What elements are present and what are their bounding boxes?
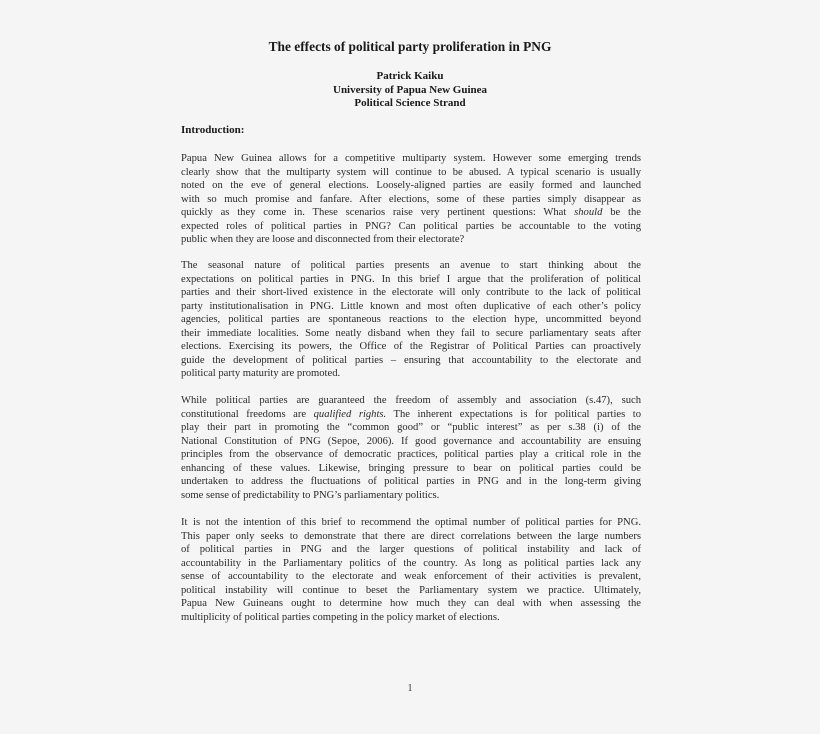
text-line: Papua New Guinea allows for a competitive multiparty system. However some emerging trends [181, 153, 641, 164]
text-line: quickly as they come in. These scenarios raise very pertinent questions: What should be the [181, 207, 641, 218]
author-affiliation: University of Papua New Guinea [333, 83, 487, 96]
text-line: play their part in promoting the “common good” or “public interest” as per s.38 (i) of the [181, 422, 641, 433]
author-department: Political Science Strand [354, 97, 466, 109]
text-line: their immediate localities. Some neatly disband when they fail to secure parliamentary seats after [181, 327, 641, 339]
paragraph-3 [181, 394, 641, 502]
emphasis-text: should [574, 207, 603, 218]
author-block [0, 70, 820, 111]
text-line: This paper only seeks to demonstrate that there are direct correlations between the large numbers [181, 530, 641, 542]
section-heading-introduction: Introduction: [181, 124, 245, 136]
page-number: 1 [407, 683, 413, 694]
text-line: with so much promise and fanfare. After elections, some of these parties simply disappear as [181, 193, 641, 205]
paragraph-4 [181, 516, 641, 624]
text-line: party institutionalisation in PNG. Little known and most often duplicative of each other’s policy [181, 300, 641, 312]
paragraph-1 [181, 152, 641, 247]
text-line: accountability in the Parliamentary politics of the country. As long as political parties lack any [181, 557, 641, 569]
text-line: parties and their short-lived existence in the electorate will only contribute to the lack of political [181, 287, 641, 298]
text-line: It is not the intention of this brief to recommend the optimal number of political parties for PNG. [181, 517, 641, 528]
text-line: undertaken to address the fluctuations of political parties in PNG and in the long-term giving [181, 476, 641, 487]
text-line: noted on the eve of general elections. Loosely-aligned parties are easily formed and launched [181, 180, 641, 191]
document-title: The effects of political party proliferation in PNG [268, 39, 552, 54]
text-line: expectations on political parties in PNG. In this brief I argue that the proliferation of political [181, 273, 641, 285]
text-line: agencies, political parties are spontaneous reactions to the election hype, uncommitted beyond [181, 314, 641, 325]
text-line: expected roles of political parties in PNG? Can political parties be accountable to the voting [181, 220, 641, 232]
text-line: of political parties in PNG and the larger questions of political instability and lack of [181, 544, 641, 555]
text-line: guide the development of political parties – ensuring that accountability to the electorate and [181, 354, 641, 366]
text-line: political instability will continue to beset the Parliamentary system we practice. Ultimately, [181, 584, 641, 596]
text-line: public when they are loose and disconnected from their electorate? [181, 234, 465, 245]
text-line: constitutional freedoms are qualified rights. The inherent expectations is for political parties to [181, 408, 642, 420]
text-line: The seasonal nature of political parties presents an avenue to start thinking about the [181, 260, 641, 271]
text-line: While political parties are guaranteed the freedom of assembly and association (s.47), such [181, 395, 641, 406]
text-line: enhancing of these values. Likewise, bringing pressure to bear on political parties could be [181, 462, 641, 474]
text-line: principles from the observance of democratic practices, political parties play a critical role in the [181, 449, 641, 460]
text-line: Papua New Guineans ought to determine how much they can deal with when assessing the [181, 598, 641, 609]
text-line: political party maturity are promoted. [181, 368, 341, 379]
text-line: multiplicity of political parties competing in the policy market of elections. [181, 611, 500, 623]
author-name: Patrick Kaiku [376, 70, 444, 82]
text-line: elections. Exercising its powers, the Office of the Registrar of Political Parties can proactively [181, 341, 641, 352]
text-line: sense of accountability to the electorate and weak enforcement of their activities is prevalent, [181, 571, 641, 582]
emphasis-text: qualified rights. [313, 408, 387, 420]
text-line: National Constitution of PNG (Sepoe, 2006). If good governance and accountability are ensuing [181, 435, 641, 447]
paragraph-2 [181, 259, 641, 381]
text-line: clearly show that the multiparty system will continue to be abused. A typical scenario is usually [181, 166, 641, 178]
text-line: some sense of predictability to PNG’s parliamentary politics. [181, 489, 440, 501]
